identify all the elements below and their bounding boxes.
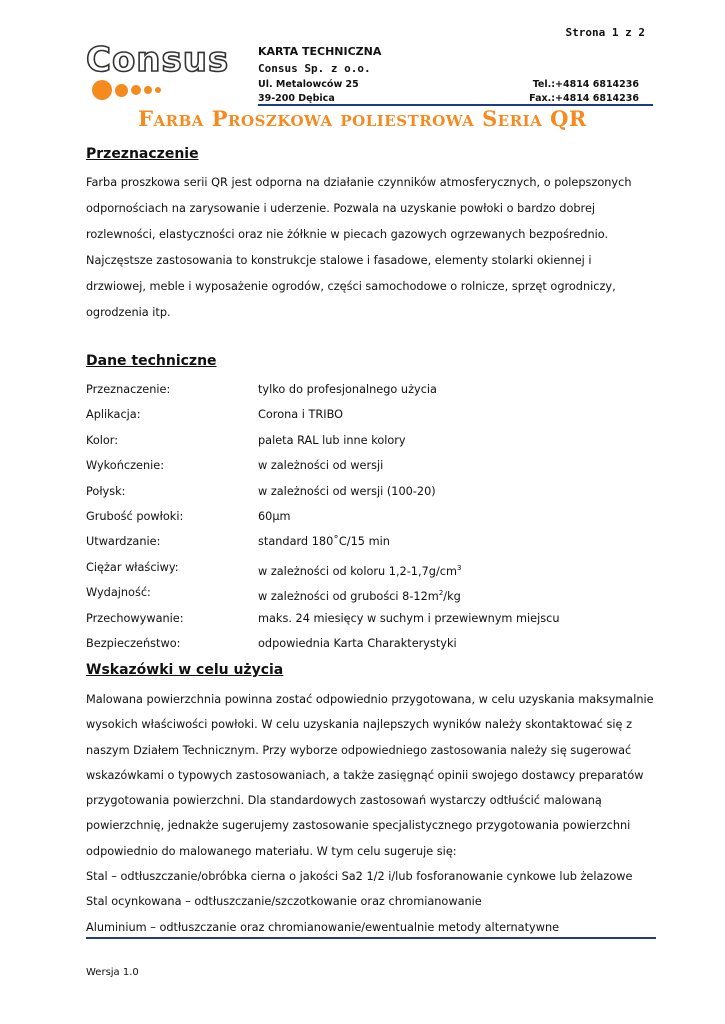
consus-logo bbox=[86, 40, 230, 100]
usage-paragraph bbox=[86, 687, 654, 940]
usage-line: wysokich właściwości powłoki. W celu uzyskania najlepszych wyników należy skontaktować się z bbox=[86, 718, 633, 732]
logo-dots-icon bbox=[92, 80, 161, 100]
header-street: Ul. Metalowców 25 bbox=[258, 79, 359, 90]
spec-value: 60µm bbox=[258, 509, 291, 523]
spec-label: Grubość powłoki: bbox=[86, 509, 184, 523]
technical-data-table bbox=[86, 380, 646, 659]
spec-label: Utwardzanie: bbox=[86, 535, 161, 549]
spec-row bbox=[86, 405, 646, 430]
spec-value: maks. 24 miesięcy w suchym i przewiewnym miejscu bbox=[258, 611, 560, 625]
footer-version: Wersja 1.0 bbox=[86, 967, 139, 978]
spec-value: w zależności od wersji bbox=[258, 459, 384, 473]
spec-label: Aplikacja: bbox=[86, 408, 141, 422]
purpose-line: odpornościach na zarysowanie i uderzenie. Pozwala na uzyskanie powłoki o bardzo dobrej bbox=[86, 202, 596, 215]
spec-value: standard 180˚C/15 min bbox=[258, 535, 390, 549]
document-title: Farba Proszkowa poliestrowa Seria QR bbox=[138, 106, 587, 131]
section-heading-purpose: Przeznaczenie bbox=[86, 146, 199, 162]
header-phone: Tel.:+4814 6814236 bbox=[532, 79, 639, 90]
purpose-line: Najczęstsze zastosowania to konstrukcje stalowe i fasadowe, elementy stolarki okiennej i bbox=[86, 254, 592, 267]
bottom-divider bbox=[86, 937, 656, 939]
spec-label: Bezpieczeństwo: bbox=[86, 636, 181, 650]
usage-line: Aluminium – odtłuszczanie oraz chromianowanie/ewentualnie metody alternatywne bbox=[86, 920, 560, 934]
spec-value bbox=[258, 558, 461, 582]
spec-label: Wykończenie: bbox=[86, 459, 165, 473]
spec-label: Przeznaczenie: bbox=[86, 383, 171, 396]
usage-line: wskazówkami o typowych zastosowaniach, a także zasięgnąć opinii swojego dostawcy preparatów bbox=[86, 768, 644, 782]
spec-label: Przechowywanie: bbox=[86, 611, 184, 625]
spec-row bbox=[86, 456, 646, 481]
usage-line: powierzchnię, jednakże sugerujemy zastosowanie specjalistycznego przygotowania powierzchni bbox=[86, 819, 631, 833]
usage-line: naszym Działem Technicznym. Przy wyborze odpowiedniego zastosowania należy się sugerować bbox=[86, 743, 632, 757]
spec-row bbox=[86, 558, 646, 583]
usage-line: Malowana powierzchnia powinna zostać odpowiednio przygotowana, w celu uzyskania maksymalnie bbox=[86, 693, 654, 706]
spec-value: w zależności od wersji (100-20) bbox=[258, 484, 436, 498]
purpose-paragraph bbox=[86, 170, 646, 326]
spec-row bbox=[86, 609, 646, 634]
section-heading-usage: Wskazówki w celu użycia bbox=[86, 662, 284, 678]
spec-label: Kolor: bbox=[86, 433, 119, 447]
spec-value-suffix: /kg bbox=[443, 589, 461, 603]
spec-value-text: w zależności od koloru 1,2-1,7g/cm bbox=[258, 564, 457, 578]
spec-row bbox=[86, 583, 646, 608]
spec-row bbox=[86, 431, 646, 456]
header-city: 39-200 Dębica bbox=[258, 93, 335, 104]
section-heading-technical: Dane techniczne bbox=[86, 353, 217, 369]
spec-row bbox=[86, 380, 646, 405]
spec-value: tylko do profesjonalnego użycia bbox=[258, 383, 437, 396]
logo-wordmark: Consus bbox=[86, 40, 230, 80]
spec-value-superscript: 3 bbox=[456, 563, 462, 572]
spec-row bbox=[86, 532, 646, 557]
spec-label: Ciężar właściwy: bbox=[86, 560, 179, 574]
spec-row bbox=[86, 507, 646, 532]
spec-value: paleta RAL lub inne kolory bbox=[258, 433, 406, 447]
spec-value: odpowiednia Karta Charakterystyki bbox=[258, 636, 457, 650]
spec-value-superscript: 2 bbox=[438, 589, 444, 598]
header-fax: Fax.:+4814 6814236 bbox=[529, 93, 639, 104]
purpose-line: ogrodzenia itp. bbox=[86, 306, 171, 319]
page-number: Strona 1 z 2 bbox=[565, 26, 645, 39]
spec-label: Połysk: bbox=[86, 484, 126, 498]
spec-value: Corona i TRIBO bbox=[258, 408, 344, 422]
purpose-line: Farba proszkowa serii QR jest odporna na działanie czynników atmosferycznych, o polepszonych bbox=[86, 176, 632, 189]
header-company: Consus Sp. z o.o. bbox=[258, 62, 371, 75]
header-title: KARTA TECHNICZNA bbox=[258, 45, 382, 58]
usage-line: przygotowania powierzchni. Dla standardowych zastosowań wystarczy odtłuścić malowaną bbox=[86, 794, 602, 808]
usage-line: Stal ocynkowana – odtłuszczanie/szczotkowanie oraz chromianowanie bbox=[86, 895, 482, 909]
spec-row bbox=[86, 482, 646, 507]
spec-value bbox=[258, 583, 461, 607]
purpose-line: rozlewności, elastyczności oraz nie żółknie w piecach gazowych ogrzewanych bezpośrednio. bbox=[86, 228, 609, 241]
spec-label: Wydajność: bbox=[86, 586, 151, 600]
purpose-line: drzwiowej, meble i wyposażenie ogrodów, części samochodowe o rolnicze, sprzęt ogrodniczy, bbox=[86, 280, 616, 293]
usage-line: Stal – odtłuszczanie/obróbka cierna o jakości Sa2 1/2 i/lub fosforanowanie cynkowe lub żelazowe bbox=[86, 870, 633, 884]
spec-value-text: w zależności od grubości 8-12m bbox=[258, 589, 439, 603]
usage-line: odpowiednio do malowanego materiału. W tym celu sugeruje się: bbox=[86, 844, 457, 858]
spec-row bbox=[86, 634, 646, 659]
